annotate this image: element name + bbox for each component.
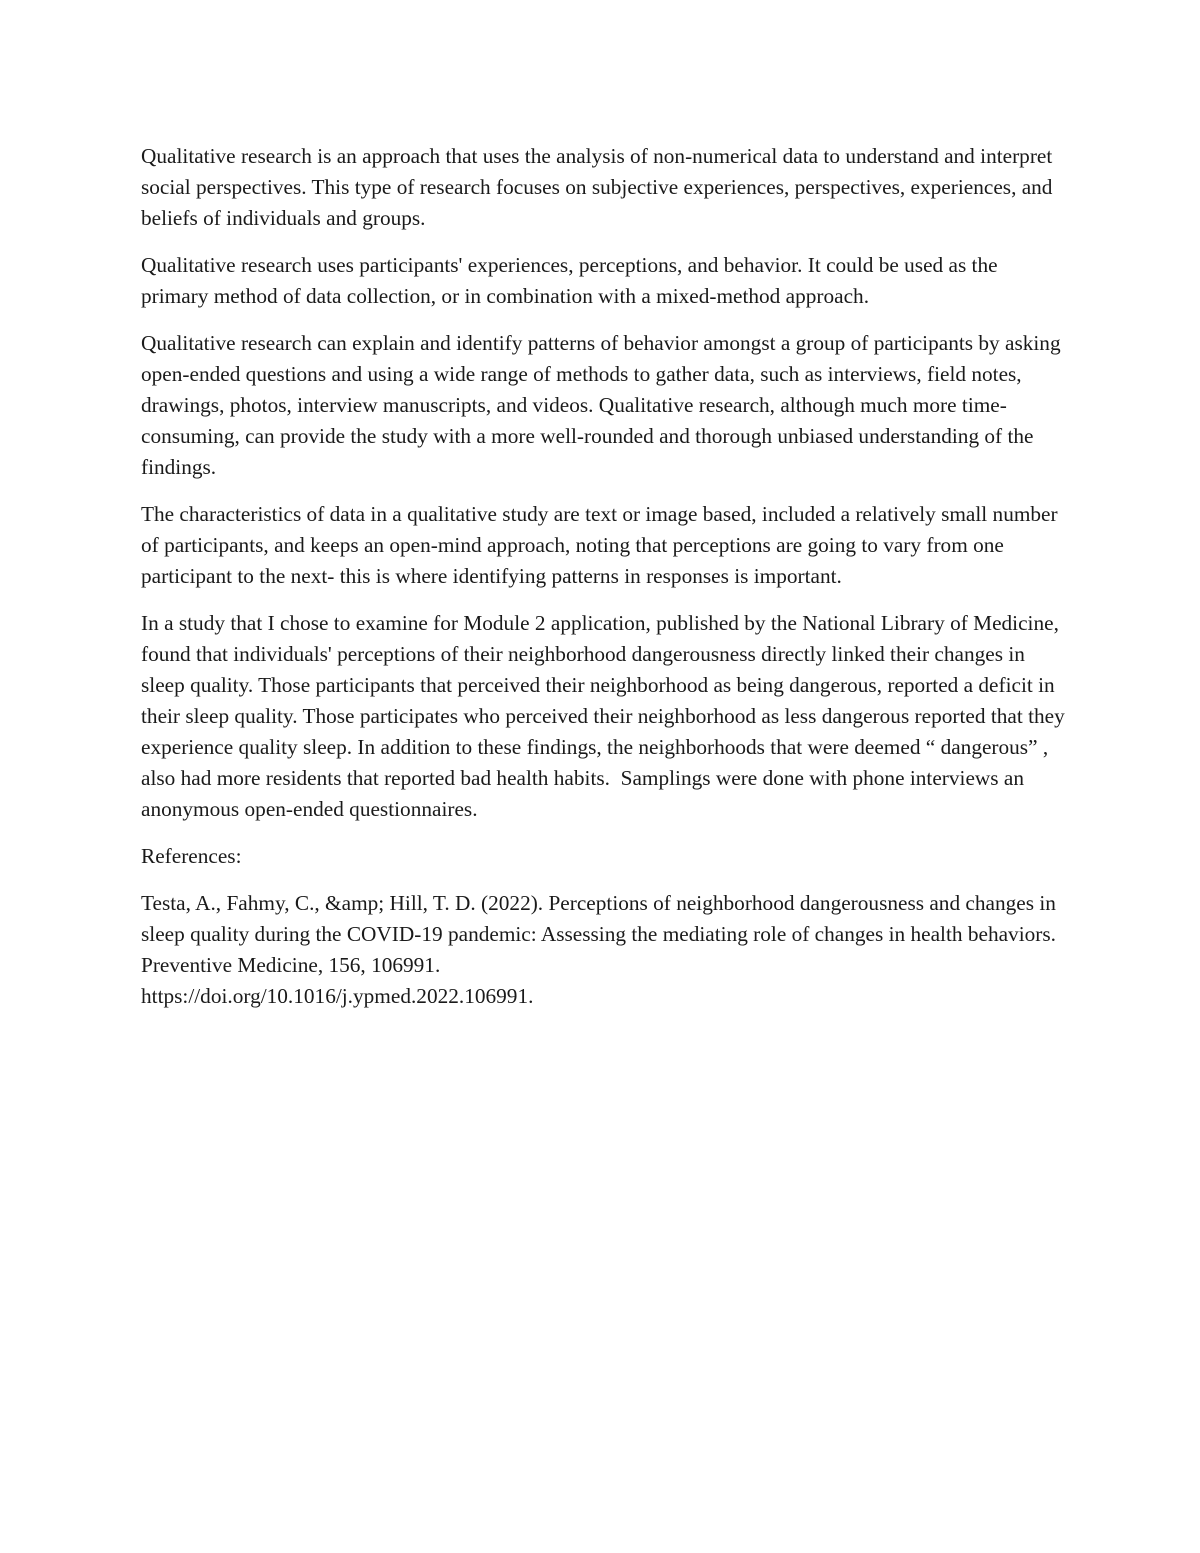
paragraph-data-collection: Qualitative research uses participants' experiences, perceptions, and behavior. It could be used as the primary method of data collection, or in combination with a mixed-method approach. [141,253,1003,308]
paragraph-definition: Qualitative research is an approach that uses the analysis of non-numerical data to understand and interpret social perspectives. This type of research focuses on subjective experiences, perspectives, experiences, and beliefs of individuals and groups. [141,144,1058,230]
paragraph-characteristics: The characteristics of data in a qualitative study are text or image based, included a relatively small number of participants, and keeps an open-mind approach, noting that perceptions are going to vary from one participant to the next- this is where identifying patterns in responses is important. [141,502,1063,588]
paragraph-patterns: Qualitative research can explain and identify patterns of behavior amongst a group of participants by asking open-ended questions and using a wide range of methods to gather data, such as interviews, field notes, drawings, photos, interview manuscripts, and videos. Qualitative research, although much more time-consuming, can provide the study with a more well-rounded and thorough unbiased understanding of the findings. [141,331,1066,479]
reference-entry [141,888,1066,1012]
reference-doi-link: https://doi.org/10.1016/j.ypmed.2022.106991. [141,984,534,1008]
document-body [141,141,1071,1012]
references-heading: References: [141,844,242,868]
reference-citation: Testa, A., Fahmy, C., &amp; Hill, T. D. (2022). Perceptions of neighborhood dangerousness and changes in sleep quality during the COVID-19 pandemic: Assessing the mediating role of changes in health behaviors. Preventive Medicine, 156, 106991. [141,891,1056,977]
paragraph-study-example: In a study that I chose to examine for Module 2 application, published by the National Library of Medicine, found that individuals' perceptions of their neighborhood dangerousness directly linked their changes in sleep quality. Those participants that perceived their neighborhood as being dangerous, reported a deficit in their sleep quality. Those participates who perceived their neighborhood as less dangerous reported that they experience quality sleep. In addition to these findings, the neighborhoods that were deemed “ dangerous” , also had more residents that reported bad health habits. Samplings were done with phone interviews an anonymous open-ended questionnaires. [141,611,1071,821]
